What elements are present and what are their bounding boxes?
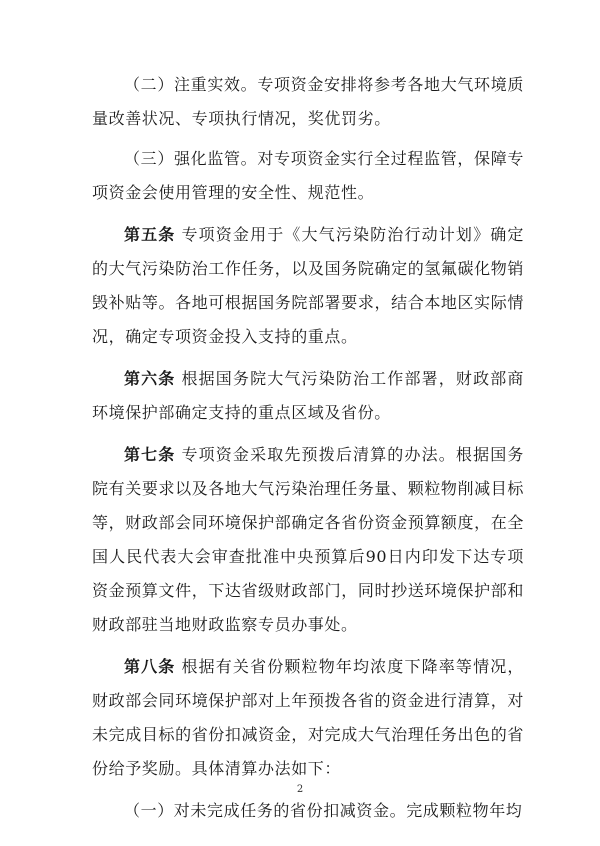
paragraph-article-7: [92, 438, 524, 642]
article-number: 第五条: [124, 225, 176, 244]
paragraph-text: 根据国务院大气污染防治工作部署，财政部商环境保护部确定支持的重点区域及省份。: [92, 369, 524, 422]
paragraph-principle-3: [92, 142, 524, 210]
article-number: 第八条: [124, 657, 176, 676]
paragraph-principle-2: [92, 68, 524, 136]
paragraph-text: （三）强化监管。对专项资金实行全过程监管，保障专项资金会使用管理的安全性、规范性。: [92, 149, 524, 202]
paragraph-article-8: [92, 650, 524, 786]
paragraph-text: 专项资金用于《大气污染防治行动计划》确定的大气污染防治工作任务，以及国务院确定的氢氟碳化物销毁补贴等。各地可根据国务院部署要求，结合本地区实际情况，确定专项资金投入支持的重点。: [92, 225, 524, 346]
document-body: [92, 68, 524, 836]
paragraph-text: （二）注重实效。专项资金安排将参考各地大气环境质量改善状况、专项执行情况，奖优罚劣。: [92, 75, 524, 128]
paragraph-text: 根据有关省份颗粒物年均浓度下降率等情况，财政部会同环境保护部对上年预拨各省的资金进行清算，对未完成目标的省份扣减资金，对完成大气治理任务出色的省份给予奖励。具体清算办法如下：: [92, 657, 524, 778]
article-number: 第六条: [124, 369, 176, 388]
paragraph-text: （一）对未完成任务的省份扣减资金。完成颗粒物年均: [124, 801, 523, 820]
page-number: 2: [296, 784, 304, 795]
article-number: 第七条: [124, 445, 176, 464]
paragraph-article-6: [92, 362, 524, 430]
paragraph-text: 专项资金采取先预拨后清算的办法。根据国务院有关要求以及各地大气污染治理任务量、颗粒物削减目标等，财政部会同环境保护部确定各省份资金预算额度，在全国人民代表大会审查批准中央预算后90日内印发下达专项资金预算文件，下达省级财政部门，同时抄送环境保护部和财政部驻当地财政监察专员办事处。: [92, 445, 524, 634]
paragraph-article-5: [92, 218, 524, 354]
paragraph-clearing-1: [92, 794, 524, 828]
